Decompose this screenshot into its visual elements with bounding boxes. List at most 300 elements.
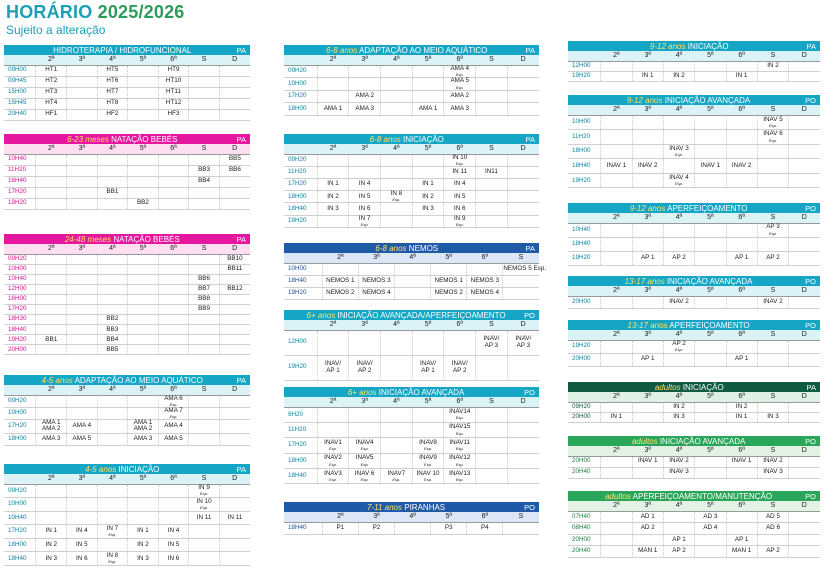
time-cell: 18H40 — [568, 237, 601, 251]
class-cell — [128, 511, 159, 525]
weekday-header: 6ª — [158, 385, 189, 395]
class-cell — [36, 264, 67, 274]
time-cell: 20H00 — [4, 345, 36, 355]
class-cell: BB2 — [97, 315, 128, 325]
class-cell — [663, 237, 694, 251]
class-cell — [158, 264, 189, 274]
class-cell — [128, 165, 159, 176]
class-cell — [189, 187, 220, 198]
class-cell — [476, 103, 508, 116]
weekday-header — [284, 55, 317, 65]
class-cell: AMA 6 Esp. — [158, 395, 189, 407]
schedule-table — [568, 51, 820, 82]
weekday-header-row — [4, 144, 250, 154]
time-cell: 15H00 — [4, 87, 36, 98]
class-cell: AP 2 — [663, 251, 694, 265]
class-cell: INAV5 Esp. — [349, 453, 381, 468]
weekday-header: 5ª — [412, 144, 444, 154]
block-title-label: 13-17 anos INICIAÇÃO AVANÇADA — [624, 276, 753, 286]
class-cell: IN 4 — [67, 525, 98, 539]
class-cell — [158, 345, 189, 355]
schedule-table — [4, 244, 250, 355]
table-row — [284, 103, 539, 116]
time-cell: 18H40 — [284, 469, 317, 484]
class-cell: AMA 4 — [158, 420, 189, 434]
weekday-header — [568, 446, 601, 456]
class-cell — [663, 130, 694, 145]
block-title — [568, 436, 820, 446]
weekday-header: D — [507, 397, 539, 407]
table-row — [284, 191, 539, 203]
class-cell: NEMOS 1 — [431, 275, 467, 287]
weekday-header: 4ª — [97, 55, 128, 65]
class-cell — [219, 407, 250, 419]
time-cell: 18H00 — [568, 144, 601, 159]
table-row — [4, 325, 250, 335]
weekday-header: 2ª — [36, 385, 67, 395]
weekday-header: 2ª — [322, 253, 358, 263]
age-group-label: 4-5 anos — [41, 375, 73, 385]
weekday-header-row — [284, 55, 539, 65]
class-cell — [36, 176, 67, 187]
class-cell — [412, 407, 444, 422]
class-cell — [381, 166, 413, 178]
weekday-header: 6ª — [467, 512, 503, 522]
class-cell — [789, 223, 820, 237]
class-cell — [695, 340, 726, 353]
age-group-label: 6-8 anos — [375, 243, 407, 253]
weekday-header: 4ª — [381, 55, 413, 65]
table-row — [284, 330, 539, 355]
class-cell: AMA 5 — [67, 433, 98, 445]
block-title — [284, 243, 539, 253]
class-cell — [381, 453, 413, 468]
class-cell — [381, 355, 413, 380]
weekday-header: 6ª — [444, 320, 476, 330]
class-cell: INAV 2 — [757, 296, 788, 308]
class-cell — [507, 178, 539, 190]
pool-code: PO — [524, 502, 535, 512]
time-cell: 09H45 — [4, 76, 36, 87]
age-group-label: 4-5 anos — [85, 464, 117, 474]
class-cell: AMA 7 Esp. — [158, 407, 189, 419]
table-row — [568, 534, 820, 546]
class-cell — [601, 144, 632, 159]
class-cell — [219, 335, 250, 345]
class-cell — [189, 264, 220, 274]
class-cell — [476, 191, 508, 203]
class-cell — [476, 203, 508, 215]
weekday-header: 5ª — [695, 51, 726, 61]
class-cell — [726, 467, 757, 478]
class-cell: INAV/ AP 2 — [349, 355, 381, 380]
class-cell — [67, 274, 98, 284]
block-title — [568, 320, 820, 330]
weekday-header: S — [189, 385, 220, 395]
weekday-header: D — [507, 55, 539, 65]
weekday-header: 2ª — [601, 446, 632, 456]
class-cell — [726, 115, 757, 130]
class-cell — [381, 90, 413, 103]
block-title — [568, 276, 820, 286]
weekday-header: 6ª — [726, 213, 757, 223]
class-cell — [507, 355, 539, 380]
class-cell — [349, 65, 381, 78]
class-cell — [789, 130, 820, 145]
time-cell: 10H40 — [4, 274, 36, 284]
page-header — [6, 2, 185, 37]
special-note: Esp. — [328, 476, 337, 482]
weekday-header: 2ª — [601, 392, 632, 402]
weekday-header: 5ª — [695, 330, 726, 340]
schedule-table — [4, 385, 250, 446]
class-cell — [36, 187, 67, 198]
block-title-label: 9-12 anos INICIAÇÃO AVANÇADA — [626, 95, 751, 105]
block-title-label: 9-12 anos APERFEIÇOAMENTO — [629, 203, 748, 213]
class-cell — [601, 115, 632, 130]
weekday-header: 6ª — [158, 244, 189, 254]
weekday-header: D — [789, 446, 820, 456]
time-cell: 19H20 — [568, 71, 601, 81]
class-cell — [67, 65, 98, 76]
age-group-label: 6-8 anos — [326, 45, 358, 55]
special-note: Esp. — [455, 415, 464, 421]
class-cell — [476, 215, 508, 227]
time-cell: 18H00 — [284, 103, 317, 116]
class-cell — [128, 294, 159, 304]
class-cell — [632, 144, 663, 159]
weekday-header: 4ª — [663, 51, 694, 61]
time-cell: 12H00 — [568, 61, 601, 71]
weekday-header — [568, 501, 601, 511]
table-row — [284, 407, 539, 422]
class-cell: AMA 3 — [444, 103, 476, 116]
class-cell: AP 1 — [632, 251, 663, 265]
class-cell — [67, 395, 98, 407]
class-cell — [158, 165, 189, 176]
class-cell — [349, 422, 381, 437]
class-cell — [189, 525, 220, 539]
special-note: Esp. — [200, 505, 209, 511]
class-cell: AMA 1 — [317, 103, 349, 116]
class-cell — [789, 115, 820, 130]
weekday-header: S — [476, 397, 508, 407]
class-cell — [444, 330, 476, 355]
class-cell — [789, 523, 820, 535]
class-cell — [663, 61, 694, 71]
class-cell: IN 6 — [444, 203, 476, 215]
weekday-header-row — [568, 392, 820, 402]
class-block-nemos-6-8 — [284, 243, 547, 300]
schedule-table — [284, 512, 539, 535]
class-cell — [395, 263, 431, 275]
time-cell: 12H00 — [4, 284, 36, 294]
class-cell — [663, 115, 694, 130]
class-cell — [317, 215, 349, 227]
special-note: Esp. — [675, 347, 684, 353]
table-row — [284, 215, 539, 227]
class-cell: IN 2 — [663, 402, 694, 412]
class-cell — [476, 65, 508, 78]
weekday-header: 4ª — [381, 144, 413, 154]
special-note: Esp. — [424, 476, 433, 482]
class-cell — [503, 522, 539, 534]
pool-code: PA — [236, 45, 246, 55]
class-cell: HT4 — [36, 98, 67, 109]
class-cell — [476, 78, 508, 91]
class-cell — [36, 165, 67, 176]
class-cell: HT12 — [158, 98, 189, 109]
class-cell: IN 3 — [412, 203, 444, 215]
weekday-header: 4ª — [663, 446, 694, 456]
class-block-aperfeicoamento-9-12 — [568, 203, 820, 266]
class-cell — [726, 144, 757, 159]
class-cell — [128, 264, 159, 274]
weekday-header: D — [219, 144, 250, 154]
weekday-header: 2ª — [317, 397, 349, 407]
schedule-table — [568, 392, 820, 423]
time-cell: 09H20 — [284, 154, 317, 166]
class-cell — [789, 251, 820, 265]
time-cell: 09H20 — [4, 484, 36, 498]
class-cell — [695, 534, 726, 546]
class-cell — [97, 484, 128, 498]
class-cell — [476, 154, 508, 166]
class-cell: INAV/ AP 3 — [476, 330, 508, 355]
weekday-header: S — [757, 501, 788, 511]
class-cell — [507, 422, 539, 437]
weekday-header: 6ª — [726, 105, 757, 115]
class-cell — [757, 144, 788, 159]
class-cell — [97, 538, 128, 552]
class-cell: INAV 3 — [663, 467, 694, 478]
class-cell — [97, 407, 128, 419]
table-row — [568, 511, 820, 523]
schedule-table — [4, 144, 250, 210]
time-cell: 9H20 — [284, 407, 317, 422]
age-group-label: 9-12 anos — [626, 95, 663, 105]
class-cell — [36, 198, 67, 209]
class-cell: IN 1 — [601, 412, 632, 422]
class-cell — [601, 353, 632, 366]
class-cell — [412, 166, 444, 178]
weekday-header: 3ª — [358, 512, 394, 522]
class-cell — [663, 511, 694, 523]
class-cell: IN 9 Esp. — [444, 215, 476, 227]
class-cell — [632, 402, 663, 412]
class-cell — [476, 422, 508, 437]
class-cell — [67, 176, 98, 187]
table-row — [568, 412, 820, 422]
class-cell — [189, 198, 220, 209]
time-cell: 19H20 — [284, 287, 322, 299]
weekday-header: 5ª — [695, 213, 726, 223]
time-cell: 15H45 — [4, 98, 36, 109]
table-row — [568, 340, 820, 353]
page-title — [6, 2, 185, 23]
class-cell: MAN 1 — [726, 546, 757, 558]
time-cell: 17H20 — [284, 90, 317, 103]
class-cell — [189, 254, 220, 264]
weekday-header: 3ª — [349, 397, 381, 407]
table-row — [4, 176, 250, 187]
weekday-header-row — [568, 286, 820, 296]
class-cell — [97, 304, 128, 314]
time-cell: 11H20 — [4, 165, 36, 176]
block-title-label: 6+ anos INICIAÇÃO AVANÇADA/APERFEIÇOAMENTO — [306, 310, 506, 320]
time-cell: 18H40 — [4, 325, 36, 335]
class-cell: IN 11 — [219, 511, 250, 525]
class-cell — [507, 438, 539, 453]
class-cell — [67, 511, 98, 525]
table-row — [4, 109, 250, 120]
time-cell: 09H20 — [284, 65, 317, 78]
class-cell — [632, 61, 663, 71]
weekday-header: 2ª — [601, 501, 632, 511]
class-cell — [67, 294, 98, 304]
weekday-header: S — [757, 392, 788, 402]
weekday-header: S — [757, 286, 788, 296]
weekday-header: D — [789, 51, 820, 61]
special-note: Esp. — [169, 414, 178, 420]
time-cell: 17H20 — [4, 525, 36, 539]
title-year: 2025/2026 — [97, 2, 185, 22]
special-note: Esp. — [455, 71, 464, 77]
class-cell: HF1 — [36, 109, 67, 120]
table-row — [568, 546, 820, 558]
class-cell: IN 3 — [317, 203, 349, 215]
class-cell — [158, 187, 189, 198]
class-cell — [219, 420, 250, 434]
weekday-header: S — [189, 244, 220, 254]
special-note: Esp. — [768, 137, 777, 143]
class-cell: AD 1 — [632, 511, 663, 523]
class-cell — [128, 109, 159, 120]
age-group-label: 24-48 meses — [64, 234, 112, 244]
class-cell: IN 5 — [444, 191, 476, 203]
weekday-header — [284, 512, 322, 522]
class-cell — [219, 538, 250, 552]
class-cell: NEMOS 5 Esp. — [503, 263, 539, 275]
class-cell — [189, 345, 220, 355]
class-cell: BB11 — [219, 264, 250, 274]
class-cell — [189, 315, 220, 325]
class-cell — [663, 523, 694, 535]
time-cell: 18H30 — [4, 315, 36, 325]
class-cell: HT1 — [36, 65, 67, 76]
class-cell — [189, 407, 220, 419]
weekday-header: 5ª — [695, 286, 726, 296]
class-cell — [349, 78, 381, 91]
weekday-header: 3ª — [67, 385, 98, 395]
schedule-table — [568, 446, 820, 479]
class-cell — [789, 237, 820, 251]
pool-code: PA — [236, 234, 246, 244]
class-cell — [632, 223, 663, 237]
class-cell — [789, 456, 820, 467]
weekday-header: 2ª — [317, 144, 349, 154]
weekday-header: 5ª — [128, 385, 159, 395]
weekday-header-row — [284, 320, 539, 330]
class-cell: AP 2 — [757, 251, 788, 265]
special-note: Esp. — [424, 446, 433, 452]
class-cell — [97, 294, 128, 304]
class-cell — [189, 154, 220, 165]
class-cell — [601, 534, 632, 546]
class-cell — [67, 407, 98, 419]
weekday-header: S — [757, 105, 788, 115]
class-cell: AMA 4 — [67, 420, 98, 434]
class-cell: AMA 2 — [349, 90, 381, 103]
weekday-header: 4ª — [663, 501, 694, 511]
class-block-adaptacao-4-5 — [4, 375, 250, 446]
pool-code: PO — [805, 95, 816, 105]
table-row — [4, 335, 250, 345]
class-cell — [219, 484, 250, 498]
table-row — [284, 453, 539, 468]
time-cell: 11H20 — [568, 130, 601, 145]
table-row — [284, 178, 539, 190]
class-cell: BB3 — [97, 325, 128, 335]
table-row — [4, 345, 250, 355]
class-cell — [476, 453, 508, 468]
class-cell — [358, 263, 394, 275]
weekday-header: 6ª — [158, 144, 189, 154]
schedule-table — [284, 397, 539, 484]
class-cell — [219, 65, 250, 76]
weekday-header-row — [568, 330, 820, 340]
time-cell: 18H40 — [284, 522, 322, 534]
schedule-table — [284, 320, 539, 381]
class-cell: HT11 — [158, 87, 189, 98]
class-cell: INAV15 Esp. — [444, 422, 476, 437]
class-cell — [128, 325, 159, 335]
class-cell: IN 1 — [726, 71, 757, 81]
class-cell — [601, 71, 632, 81]
class-cell — [317, 407, 349, 422]
weekday-header — [568, 51, 601, 61]
weekday-header — [568, 105, 601, 115]
class-block-iniciacao-9-12 — [568, 41, 820, 82]
class-cell: INAV 2 — [663, 296, 694, 308]
class-cell — [158, 198, 189, 209]
special-note: Esp. — [360, 446, 369, 452]
table-row — [4, 274, 250, 284]
pool-code: PO — [805, 491, 816, 501]
class-cell — [67, 87, 98, 98]
class-cell — [789, 467, 820, 478]
class-cell: AP 2 — [757, 546, 788, 558]
weekday-header — [568, 286, 601, 296]
class-block-iniciacao-4-5 — [4, 464, 250, 566]
class-cell: INAV1 Esp. — [317, 438, 349, 453]
weekday-header: 4ª — [663, 392, 694, 402]
class-cell — [219, 274, 250, 284]
weekday-header: 5ª — [695, 501, 726, 511]
class-cell: AD 6 — [757, 523, 788, 535]
class-cell — [219, 176, 250, 187]
pool-code: PO — [805, 203, 816, 213]
age-group-label: 13-17 anos — [624, 276, 665, 286]
weekday-header: S — [189, 55, 220, 65]
age-group-label: adultos — [654, 382, 681, 392]
class-cell: IN 1 — [726, 412, 757, 422]
table-row — [568, 130, 820, 145]
class-cell — [601, 223, 632, 237]
class-cell — [189, 420, 220, 434]
class-cell: IN 2 — [36, 538, 67, 552]
age-group-label: 6-23 meses — [67, 134, 109, 144]
